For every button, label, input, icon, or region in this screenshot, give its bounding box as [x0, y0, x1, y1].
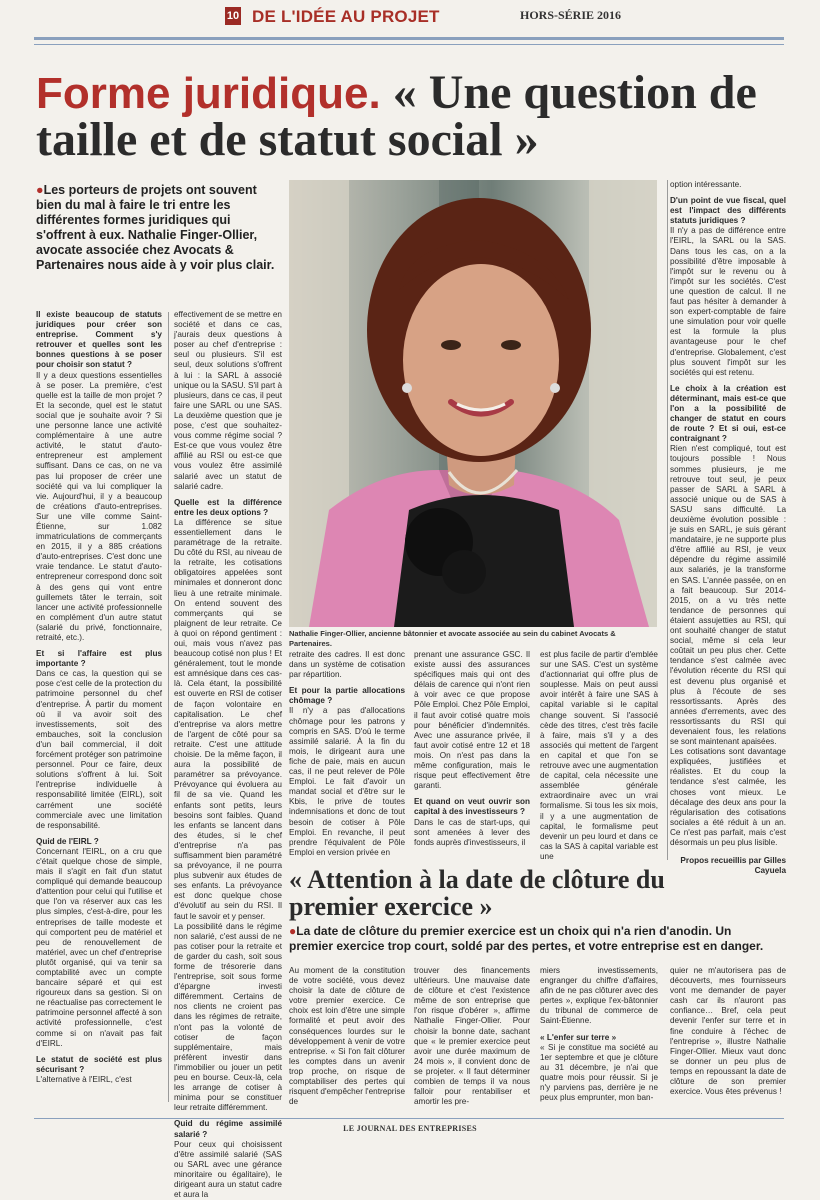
question-8: Et quand on veut ouvrir son capital à des investisseurs ? [414, 797, 530, 817]
answer-2: Dans ce cas, la question qui se pose c'est celle de la protection du patrimoine personnel du chef d'entreprise. À partir du moment où il va avoir soit des investissements, soit des embauches, soit la conclusion d'un bail commercial, il doit forcément protéger son patrimoine personnel. Pour ce faire, deux solutions s'offrent à lui. Soit l'entreprise individuelle à responsabilité limitée (EIRL), soit carrément une société commerciale avec une limitation de responsabilité. [36, 669, 162, 830]
sidebar-text-3b: « Si je constitue ma société au 1er septembre et que je clôture au 31 décembre, je n'ai que quatre mois pour réussir. Si je n'y parviens pas, derrière je ne peux plus emprunter, mon ban- [540, 1042, 658, 1103]
answer-4: L'alternative à l'EIRL, c'est [36, 1074, 132, 1084]
answer-3: Concernant l'EIRL, on a cru que c'était quelque chose de simple, mais il s'agit en fait d'un statut compliqué qui demande beaucoup d'attention pour celui qui l'utilise et que l'on va réserver aux cas les plus simples, c'est-à-dire, pour les entreprises de taille modeste et qui comportent peu de matériel et peu de renouvellement de matériel, avec un chef d'entreprise plutôt organisé, qui va tenir sa comptabilité avec un compte bancaire séparé et qui est rigoureux dans sa gestion. Si on ne réactualise pas correctement le patrimoine personnel affecté à son activité professionnelle, c'est comme si on n'avait pas fait d'EIRL. [36, 846, 162, 1048]
answer-cont: prenant une assurance GSC. Il existe aussi des assurances spécifiques mais qui ont des délais de carence qui n'ont rien à voir avec ce que propose Pôle Emploi. Chez Pôle Emploi, il faut avoir cotisé quatre mois pour bénéficier d'indemnités. Avec une assurance privée, il faut avoir cotisé entre 12 et 18 mois. On n'est pas dans la même configuration, mais le risque peut effectivement être garanti. [414, 650, 530, 791]
bullet-icon: ● [289, 924, 297, 938]
answer-7: Il n'y a pas d'allocations chômage pour les patrons y compris en SAS. D'où le terme assimilé salarié. À la fin du mois, le dirigeant aura une fiche de paie, mais en aucun cas, il ne peut relever de Pôle Emploi. Le fait d'avoir un mandat social et d'être sur le Kbis, le prive de toutes indemnisations et donc de tout besoin de cotiser à Pôle Emploi. En revanche, il peut prendre l'équivalent de Pôle Emploi en version privée en [289, 706, 405, 857]
column-3 [289, 650, 405, 858]
sidebar-text-2: trouver des financements ultérieurs. Une mauvaise date de clôture et c'est l'existence même de son entreprise que l'on risque d'obérer », affirme Nathalie Finger-Ollier. Pour choisir la bonne date, sachant que « le premier exercice peut avoir une durée maximum de 24 mois », il convient donc de se projeter. « Il faut déterminer combien de temps il va nous falloir pour rentabiliser et amortir les pre- [414, 966, 530, 1107]
question-1: Il existe beaucoup de statuts juridiques pour créer son entreprise. Comment s'y retrouver et quelles sont les bonnes questions à se poser pour choisir son statut ? [36, 310, 162, 370]
lead-text: Les porteurs de projets ont souvent bien du mal à faire le tri entre les différentes formes juridiques qui s'offrent à eux. Nathalie Finger-Ollier, avocate associée chez Avocats & Partenaires nous aide à y voir plus clair. [36, 183, 275, 272]
question-5: Quelle est la différence entre les deux options ? [174, 497, 282, 517]
portrait-photo [289, 180, 657, 627]
sidebar-lead [289, 924, 773, 954]
answer-6: Pour ceux qui choisissent d'être assimilé salarié (SAS ou SARL avec une gérance minoritaire ou égalitaire), le dirigeant aura un statut cadre et aura la [174, 1139, 282, 1200]
answer-10b: Les cotisations sont davantage expliquées, justifiées et réalistes. Et du coup la tendance s'est calmée, les choses vont mieux. Le décalage des deux ans pour la régularisation des cotisations sociales a été réduit à un an. Ce n'est pas parfait, mais c'est désormais un peu plus lisible. [670, 747, 786, 847]
sidebar-text-4: quier ne m'autorisera pas de découverts, mes fournisseurs vont me demander de payer cash car ils n'auront pas confiance… Bref, cela peut devenir l'enfer sur terre et in fine conduire à l'échec de l'entreprise », illustre Nathalie Finger-Ollier. Mieux vaut donc se donner un peu plus de temps en repoussant la date de clôture de son premier exercice. Vous êtes prévenus ! [670, 966, 786, 1097]
footer-publication: LE JOURNAL DES ENTREPRISES [343, 1124, 477, 1133]
answer-1: Il y a deux questions essentielles à se poser. La première, c'est quelle est la taille de mon projet ? Et la seconde, quel est le statut social que je souhaite avoir ? Si une personne lance une activité complémentaire à une autre activité, le statut d'auto-entrepreneur est amplement suffisant. Dans ce cas, on ne va pas lui proposer de créer une société qui va lui compliquer la vie. Aujourd'hui, il y a beaucoup de créations d'auto-entreprises. Sur une ville comme Saint-Étienne, sur 1.082 immatriculations de commerçants en 2015, il y a 885 créations d'auto-entreprises. C'est donc une vraie tendance. Le statut d'auto-entrepreneur correspond donc soit à des gens qui vont entre guillemets tâter le terrain, soit lancer une activité professionnelle en complément d'un autre statut (salarié du privé, fonctionnaire, retraité, etc.). [36, 370, 162, 642]
page-number: 10 [225, 7, 241, 25]
sidebar-subheading: « L'enfer sur terre » [540, 1032, 617, 1042]
column-divider [667, 180, 668, 860]
question-7: Et pour la partie allocations chômage ? [289, 686, 405, 706]
column-2 [174, 310, 282, 1200]
sidebar-title: « Attention à la date de clôture du premier exercice » [289, 865, 665, 921]
question-6: Quid du régime assimilé salarié ? [174, 1119, 282, 1139]
sidebar-lead-text: La date de clôture du premier exercice est un choix qui n'a rien d'anodin. Un premier exercice trop court, soldé par des pertes, et votre entreprise est en danger. [289, 924, 764, 953]
question-10: Le choix à la création est déterminant, mais est-ce que l'on a la possibilité de changer de statut en cours de route ? Et si oui, est-ce contraignant ? [670, 383, 786, 444]
page-header [0, 0, 820, 36]
portrait-illustration [289, 180, 657, 627]
answer-cont: est plus facile de partir d'emblée sur une SAS. C'est un système d'actionnariat qui offre plus de souplesse. Mais on peut aussi avoir intérêt à faire une SAS à capital variable si le capital change souvent. Si l'associé cède des titres, c'est très facile à faire, mais s'il y a des associés qui mettent de l'argent en capital et que l'on se retrouve avec une augmentation de capital, cela nécessite une assemblée générale extraordinaire avec un vrai formalisme. Si tous les six mois, il y a une augmentation de capital, le formalisme peut devenir un peu lourd et dans ce cas la SAS à capital variable est une [540, 650, 658, 861]
column-4 [414, 650, 530, 848]
title-kicker: Forme juridique. [36, 69, 381, 118]
answer-cont: retraite des cadres. Il est donc dans un système de cotisation par répartition. [289, 650, 405, 680]
issue-label: HORS-SÉRIE 2016 [520, 8, 622, 22]
column-divider [168, 312, 169, 1102]
answer-5: La différence se situe essentiellement dans le paramétrage de la retraite. Du côté du RSI, au niveau de la retraite, les cotisations obligatoires appelées sont minimales et donneront donc lieu à une retraite minimale. On entend souvent des commerçants qui se plaignent de leur retraite. Ce à quoi on répond gentiment : oui, mais vous n'avez pas beaucoup cotisé non plus ! Et généralement, tout le monde est amnésique dans ces cas-là. Cela étant, la possibilité est ouverte en RSI de cotiser de façon volontaire en capitalisation. Le chef d'entreprise va alors mettre de l'argent de côté pour sa retraite. C'est une attitude choisie. De la même façon, il aura la possibilité de paramétrer sa prévoyance. Prévoyance qui évoluera au fil de sa vie. Quand les enfants sont petits, leurs besoins sont faibles. Quand les enfants se lancent dans des études, si le chef d'entreprise n'a pas suffisamment bien paramétré sa prévoyance, il ne pourra plus subvenir aux études de ses enfants. La prévoyance est donc quelque chose d'évolutif au sein du RSI. Il faut le savoir et y penser. [174, 517, 282, 921]
answer-10: Rien n'est compliqué, tout est toujours possible ! Nous sommes plusieurs, je me retrouve tout seul, je peux passer de SARL à SARL à associé unique ou de SAS à SASU sans difficulté. La deuxième évolution possible : je suis en SARL, je suis gérant mandataire, je ne supporte plus d'être affilié au RSI, je veux dépendre du régime assimilé aux salariés, je la transforme en SAS. L'année passée, on en a fait beaucoup. Sur 2014-2015, on a vu très nette tendance de personnes qui étaient assujetties au RSI, qui ont souhaité changer de statut social, même si cela leur coûtait un peu plus cher. Cette tendance s'est calmée avec l'évolution récente du RSI qui est devenu plus organisé et plus à l'écoute de ses ressortissants. Après des années d'errements, avec des ressortissants du RSI qui devenaient fous, les relations se sont maintenant apaisées. [670, 444, 786, 747]
signature: Propos recueillis par Gilles Cayuela [680, 856, 786, 876]
question-9: D'un point de vue fiscal, quel est l'impact des différents statuts juridiques ? [670, 196, 786, 226]
question-4: Le statut de société est plus sécurisant ? [36, 1054, 162, 1074]
photo-caption: Nathalie Finger-Ollier, ancienne bâtonnier et avocate associée au sein du cabinet Avocats & Partenaires. [289, 629, 616, 648]
answer-5b: La possibilité dans le régime non salarié, c'est aussi de ne pas cotiser pour la retraite et de garder du cash, soit sous forme de trésorerie dans l'entreprise, soit sous forme d'épargne investi différemment. Certains de nos clients ne croient pas dans les régimes de retraite, n'ont pas la volonté de cotiser de façon supplémentaire, mais préfèrent investir dans l'immobilier ou jouer un petit peu en bourse. Ceux-là, cela les arrange de cotiser à minima pour se constituer leur retraite différemment. [174, 921, 282, 1113]
sidebar-text-1: Au moment de la constitution de votre société, vous devez choisir la date de clôture de votre premier exercice. Ce choix est loin d'être une simple formalité et peut avoir des conséquences lourdes sur le développement à venir de votre entreprise. « Si l'on fait clôturer les comptes dans un avenir trop proche, on risque de comptabiliser des pertes qui risquent d'empêcher l'entreprise de [289, 966, 405, 1107]
question-3: Quid de l'EIRL ? [36, 836, 99, 846]
bullet-icon: ● [36, 183, 44, 197]
article-lead [36, 183, 282, 273]
question-2: Et si l'affaire est plus importante ? [36, 649, 162, 669]
column-1 [36, 310, 162, 1085]
sidebar-column-1 [289, 966, 405, 1107]
sidebar-column-3 [540, 966, 658, 1103]
sidebar-text-3: miers investissements, engranger du chiffre d'affaires, afin de ne pas clôturer avec des pertes », explique l'ex-bâtonnier du tribunal de commerce de Saint-Étienne. [540, 966, 658, 1026]
title-main: « Une question de taille et de statut social » [36, 66, 757, 166]
column-5 [540, 650, 658, 862]
answer-9: Il n'y a pas de différence entre l'EIRL, la SARL ou la SAS. Dans tous les cas, on a la possibilité d'être imposable à l'impôt sur le revenu ou à l'impôt sur les sociétés. C'est une question de calcul. Il ne faut pas hésiter à demander à son expert-comptable de faire une simulation pour voir quelle est la formule la plus avantageuse pour le chef d'entreprise. Globalement, c'est plus souvent l'impôt sur les sociétés qui est retenu. [670, 226, 786, 377]
answer-cont: effectivement de se mettre en société et dans ce cas, j'aurais deux questions à poser au chef d'entreprise : seul ou plusieurs. S'il est seul, deux solutions s'offrent à lui : la SARL à associé unique ou la SASU. S'il part à plusieurs, dans ce cas, il peut faire une SARL ou une SAS. La deuxième question que je pose, c'est que souhaitez-vous comme régime social ? Est-ce que vous voulez être affilié au RSI ou est-ce que vous voulez être assimilé salarié avec un statut de salarié cadre. [174, 310, 282, 491]
section-title: DE L'IDÉE AU PROJET [252, 7, 440, 26]
answer-cont: option intéressante. [670, 180, 742, 189]
header-rule-thin [34, 44, 784, 45]
column-6 [670, 180, 786, 876]
footer-rule [34, 1118, 784, 1119]
header-rule [34, 37, 784, 40]
answer-8: Dans le cas de start-ups, qui sont amenées à lever des fonds auprès d'investisseurs, il [414, 817, 530, 847]
sidebar-column-2 [414, 966, 530, 1107]
sidebar-column-4 [670, 966, 786, 1097]
article-title [36, 66, 796, 166]
